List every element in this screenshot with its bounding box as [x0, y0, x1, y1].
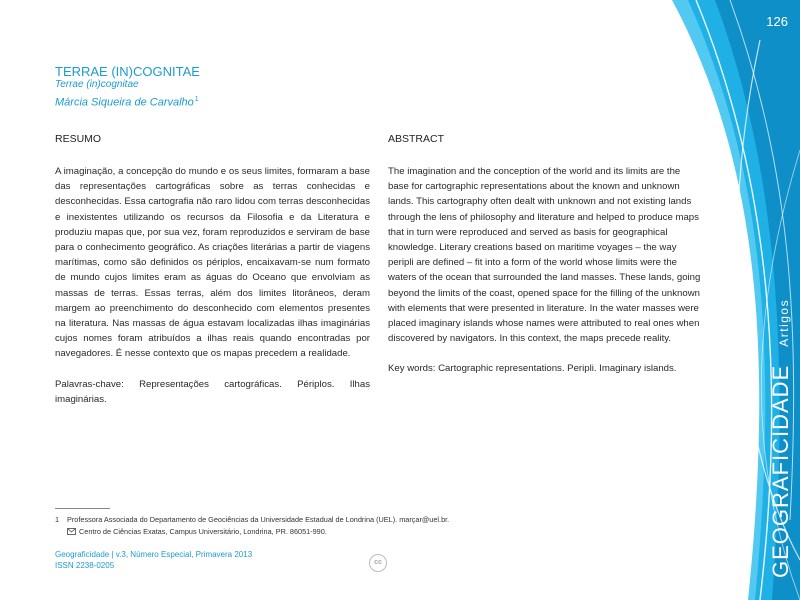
abstract-heading: ABSTRACT: [388, 133, 445, 145]
journal-section: Artigos: [777, 298, 791, 347]
resumo-column: [55, 164, 370, 407]
footnote-number: 1: [55, 515, 60, 524]
abstract-column: [388, 164, 703, 377]
resumo-heading: RESUMO: [55, 133, 102, 145]
footnote-line-2: Centro de Ciências Exatas, Campus Universitário, Londrina, PR. 86051-990.: [79, 527, 327, 536]
article-author: [55, 96, 199, 109]
cc-license-text: cc: [374, 559, 382, 566]
author-name: Márcia Siqueira de Carvalho: [55, 96, 194, 109]
journal-issn: ISSN 2238-0205: [55, 561, 115, 570]
abstract-keywords: Key words: Cartographic representations. Peripli. Imaginary islands.: [388, 363, 677, 375]
abstract-body: The imagination and the conception of the world and its limits are the base for cartographic representations about the known and unknown lands. This cartography often dealt with unknown and not existing lands through the lens of philosophy and literature and helped to produce maps that in turn were reproduced and served as basis for geographical knowledge. Literary creations based on maritime voyages – the way peripli are defined – fit into a form of the world whose limits were the waters of the ocean that surrounded the land masses. These lands, going beyond the limits of the coast, opened space for the filling of the unknown with elements that were presented in literature. In the water masses were placed imaginary islands whose names were attributed to real ones when discovered by navigators. In this context, the maps precede reality.: [388, 166, 701, 345]
resumo-body: A imaginação, a concepção do mundo e os seus limites, formaram a base das representações cartográficas sobre as terras conhecidas e desconhecidas. Essa cartografia não raro lidou com terras desconhecidas e inexistentes utilizando os recursos da Filosofia e da Literatura e produziu mapas que, por sua vez, foram reproduzidos e serviram de base para o conhecimento geográfico. As criações literárias a partir de viagens marítimas, como são definidos os périplos, encaixavam-se num formato de mundo cujos limites eram as águas do Oceano que envolviam as massas de terras. Essas terras, além dos limites litorâneos, deram margem ao preenchimento do desconhecido com elementos presentes na literatura. Nas massas de água estavam localizadas ilhas imaginárias cujos nomes foram atribuídos a ilhas reais quando encontradas por navegadores. É nesse contexto que os mapas precedem a realidade.: [55, 166, 370, 360]
article-subtitle: Terrae (in)cognitae: [55, 79, 139, 90]
resumo-keywords: Palavras-chave: Representações cartográficas. Périplos. Ilhas imaginárias.: [55, 378, 370, 405]
footnote: [55, 514, 575, 538]
mail-icon: [67, 528, 76, 535]
author-note-ref: 1: [194, 96, 199, 103]
journal-citation: Geograficidade | v.3, Número Especial, Primavera 2013: [55, 550, 253, 559]
footnote-rule: [55, 508, 110, 509]
journal-brand: GEOGRAFICIDADE: [768, 364, 793, 578]
footnote-line-1: Professora Associada do Departamento de Geociências da Universidade Estadual de Londrina (UEL). marçar@uel.br.: [67, 515, 450, 524]
article-title: TERRAE (IN)COGNITAE: [55, 64, 200, 79]
journal-footer: [55, 549, 252, 571]
page-number: 126: [766, 14, 788, 29]
cc-license-icon: [369, 554, 387, 572]
journal-side-title: [768, 299, 794, 578]
